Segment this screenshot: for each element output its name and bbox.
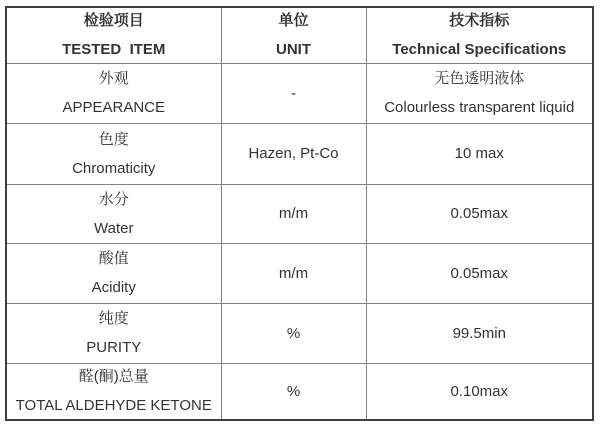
unit-appearance: -	[291, 84, 296, 102]
unit-water: m/m	[278, 205, 309, 222]
header-cell-technical-specifications	[366, 7, 593, 64]
header-unit-zh: 单位	[278, 12, 309, 29]
table-header-row	[6, 7, 593, 64]
table-row-water	[6, 185, 593, 244]
table-row-purity	[6, 304, 593, 364]
unit-chromaticity: Hazen, Pt-Co	[248, 145, 339, 162]
item-purity-en: PURITY	[86, 339, 142, 356]
spec-chromaticity: 10 max	[454, 145, 504, 162]
cell-item-appearance	[6, 64, 221, 124]
item-chromaticity-zh: 色度	[98, 130, 129, 148]
spec-table	[5, 6, 594, 421]
header-cell-unit	[221, 7, 366, 64]
cell-item-acidity	[6, 244, 221, 304]
cell-spec-total-aldehyde-ketone	[366, 364, 593, 421]
header-cell-tested-item	[6, 7, 221, 64]
cell-unit-total-aldehyde-ketone	[221, 364, 366, 421]
cell-spec-acidity	[366, 244, 593, 304]
item-acidity-en: Acidity	[91, 279, 136, 296]
cell-unit-water	[221, 185, 366, 244]
unit-total-aldehyde-ketone: %	[286, 382, 301, 400]
item-appearance-en: APPEARANCE	[62, 99, 166, 116]
header-tested-item-en: TESTED ITEM	[62, 41, 166, 58]
header-tested-item-zh: 检验项目	[83, 12, 144, 29]
cell-unit-chromaticity	[221, 124, 366, 185]
unit-purity: %	[286, 324, 301, 342]
cell-spec-appearance	[366, 64, 593, 124]
cell-spec-chromaticity	[366, 124, 593, 185]
header-unit-en: UNIT	[276, 41, 311, 58]
item-acidity-zh: 酸值	[98, 250, 129, 267]
cell-unit-acidity	[221, 244, 366, 304]
table-row-appearance	[6, 64, 593, 124]
unit-acidity: m/m	[278, 264, 309, 282]
spec-water: 0.05max	[450, 205, 509, 222]
table-row-total-aldehyde-ketone	[6, 364, 593, 421]
table-row-acidity	[6, 244, 593, 304]
item-water-en: Water	[94, 219, 134, 237]
cell-item-total-aldehyde-ketone	[6, 364, 221, 421]
cell-unit-appearance	[221, 64, 366, 124]
header-technical-specifications-zh: 技术指标	[449, 12, 510, 29]
item-total-aldehyde-ketone-en: TOTAL ALDEHYDE KETONE	[15, 397, 212, 414]
item-purity-zh: 纯度	[98, 310, 129, 327]
header-technical-specifications-en: Technical Specifications	[392, 41, 567, 58]
item-water-zh: 水分	[98, 190, 129, 208]
item-total-aldehyde-ketone-zh: 醛(酮)总量	[78, 368, 149, 385]
cell-unit-purity	[221, 304, 366, 364]
spec-purity: 99.5min	[452, 324, 506, 342]
table-row-chromaticity	[6, 124, 593, 185]
spec-acidity: 0.05max	[450, 264, 509, 282]
item-appearance-zh: 外观	[98, 70, 129, 87]
cell-item-chromaticity	[6, 124, 221, 185]
cell-spec-purity	[366, 304, 593, 364]
cell-spec-water	[366, 185, 593, 244]
spec-total-aldehyde-ketone: 0.10max	[450, 382, 509, 400]
cell-item-water	[6, 185, 221, 244]
spec-appearance-zh: 无色透明液体	[434, 70, 525, 87]
spec-appearance-en: Colourless transparent liquid	[384, 99, 575, 116]
item-chromaticity-en: Chromaticity	[72, 159, 156, 177]
cell-item-purity	[6, 304, 221, 364]
